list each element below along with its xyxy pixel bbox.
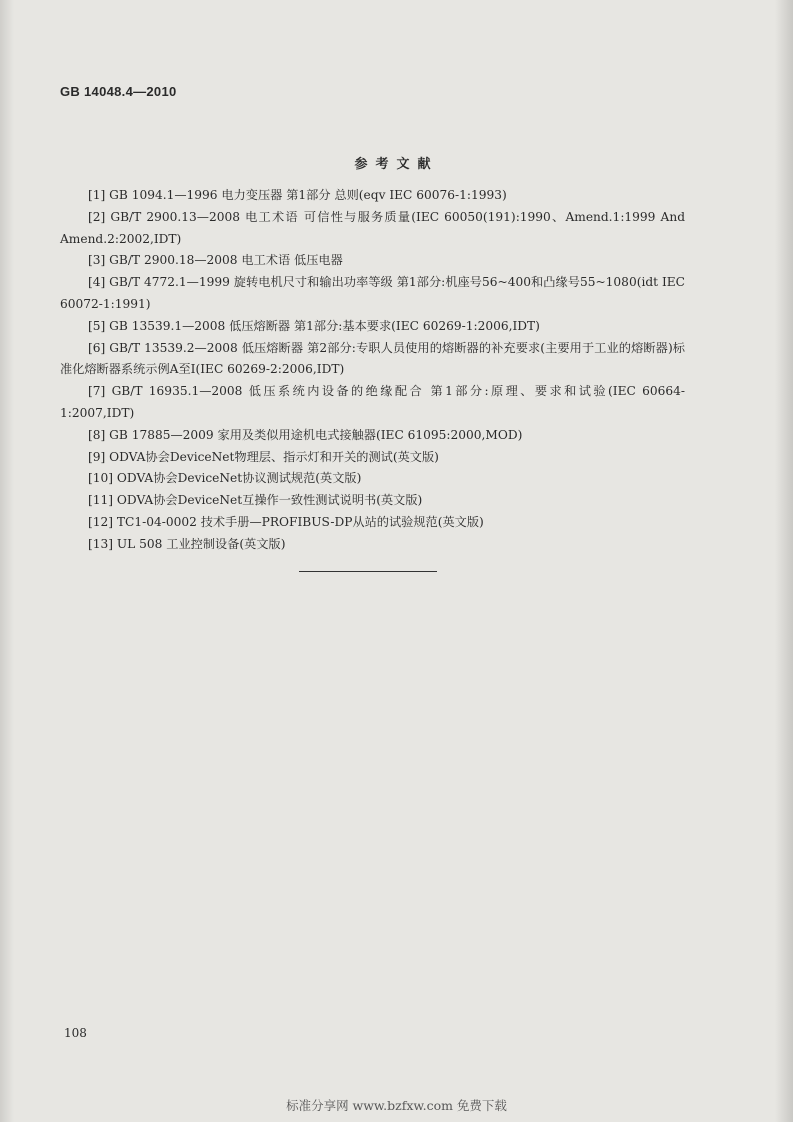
reference-list bbox=[60, 185, 685, 556]
reference-item: [7] GB/T 16935.1—2008 低压系统内设备的绝缘配合 第1部分:原理、要求和试验(IEC 60664-1:2007,IDT) bbox=[60, 384, 685, 420]
reference-item: [6] GB/T 13539.2—2008 低压熔断器 第2部分:专职人员使用的熔断器的补充要求(主要用于工业的熔断器)标准化熔断器系统示例A至I(IEC 60269-2:2006,IDT) bbox=[60, 340, 685, 377]
reference-item: [10] ODVA协会DeviceNet协议测试规范(英文版) bbox=[88, 471, 362, 486]
end-rule bbox=[299, 571, 437, 572]
reference-item: [8] GB 17885—2009 家用及类似用途机电式接触器(IEC 61095:2000,MOD) bbox=[88, 427, 523, 442]
reference-item: [9] ODVA协会DeviceNet物理层、指示灯和开关的测试(英文版) bbox=[88, 449, 439, 464]
standard-number-header: GB 14048.4—2010 bbox=[60, 84, 177, 99]
reference-item: [5] GB 13539.1—2008 低压熔断器 第1部分:基本要求(IEC 60269-1:2006,IDT) bbox=[88, 318, 540, 333]
reference-item: [4] GB/T 4772.1—1999 旋转电机尺寸和输出功率等级 第1部分:机座号56~400和凸缘号55~1080(idt IEC 60072-1:1991) bbox=[60, 275, 685, 311]
reference-item: [3] GB/T 2900.18—2008 电工术语 低压电器 bbox=[88, 253, 343, 268]
bibliography-title: 参考文献 bbox=[354, 157, 439, 172]
page-number: 108 bbox=[64, 1026, 87, 1040]
reference-item: [13] UL 508 工业控制设备(英文版) bbox=[88, 536, 286, 551]
reference-item: [2] GB/T 2900.13—2008 电工术语 可信性与服务质量(IEC 60050(191):1990、Amend.1:1999 And Amend.2:2002,IDT) bbox=[60, 209, 685, 246]
reference-item: [1] GB 1094.1—1996 电力变压器 第1部分 总则(eqv IEC 60076-1:1993) bbox=[88, 188, 507, 202]
reference-item: [11] ODVA协会DeviceNet互操作一致性测试说明书(英文版) bbox=[88, 493, 423, 508]
reference-item: [12] TC1-04-0002 技术手册—PROFIBUS-DP从站的试验规范(英文版) bbox=[88, 514, 484, 529]
footer-watermark: 标准分享网 www.bzfxw.com 免费下载 bbox=[286, 1098, 507, 1113]
